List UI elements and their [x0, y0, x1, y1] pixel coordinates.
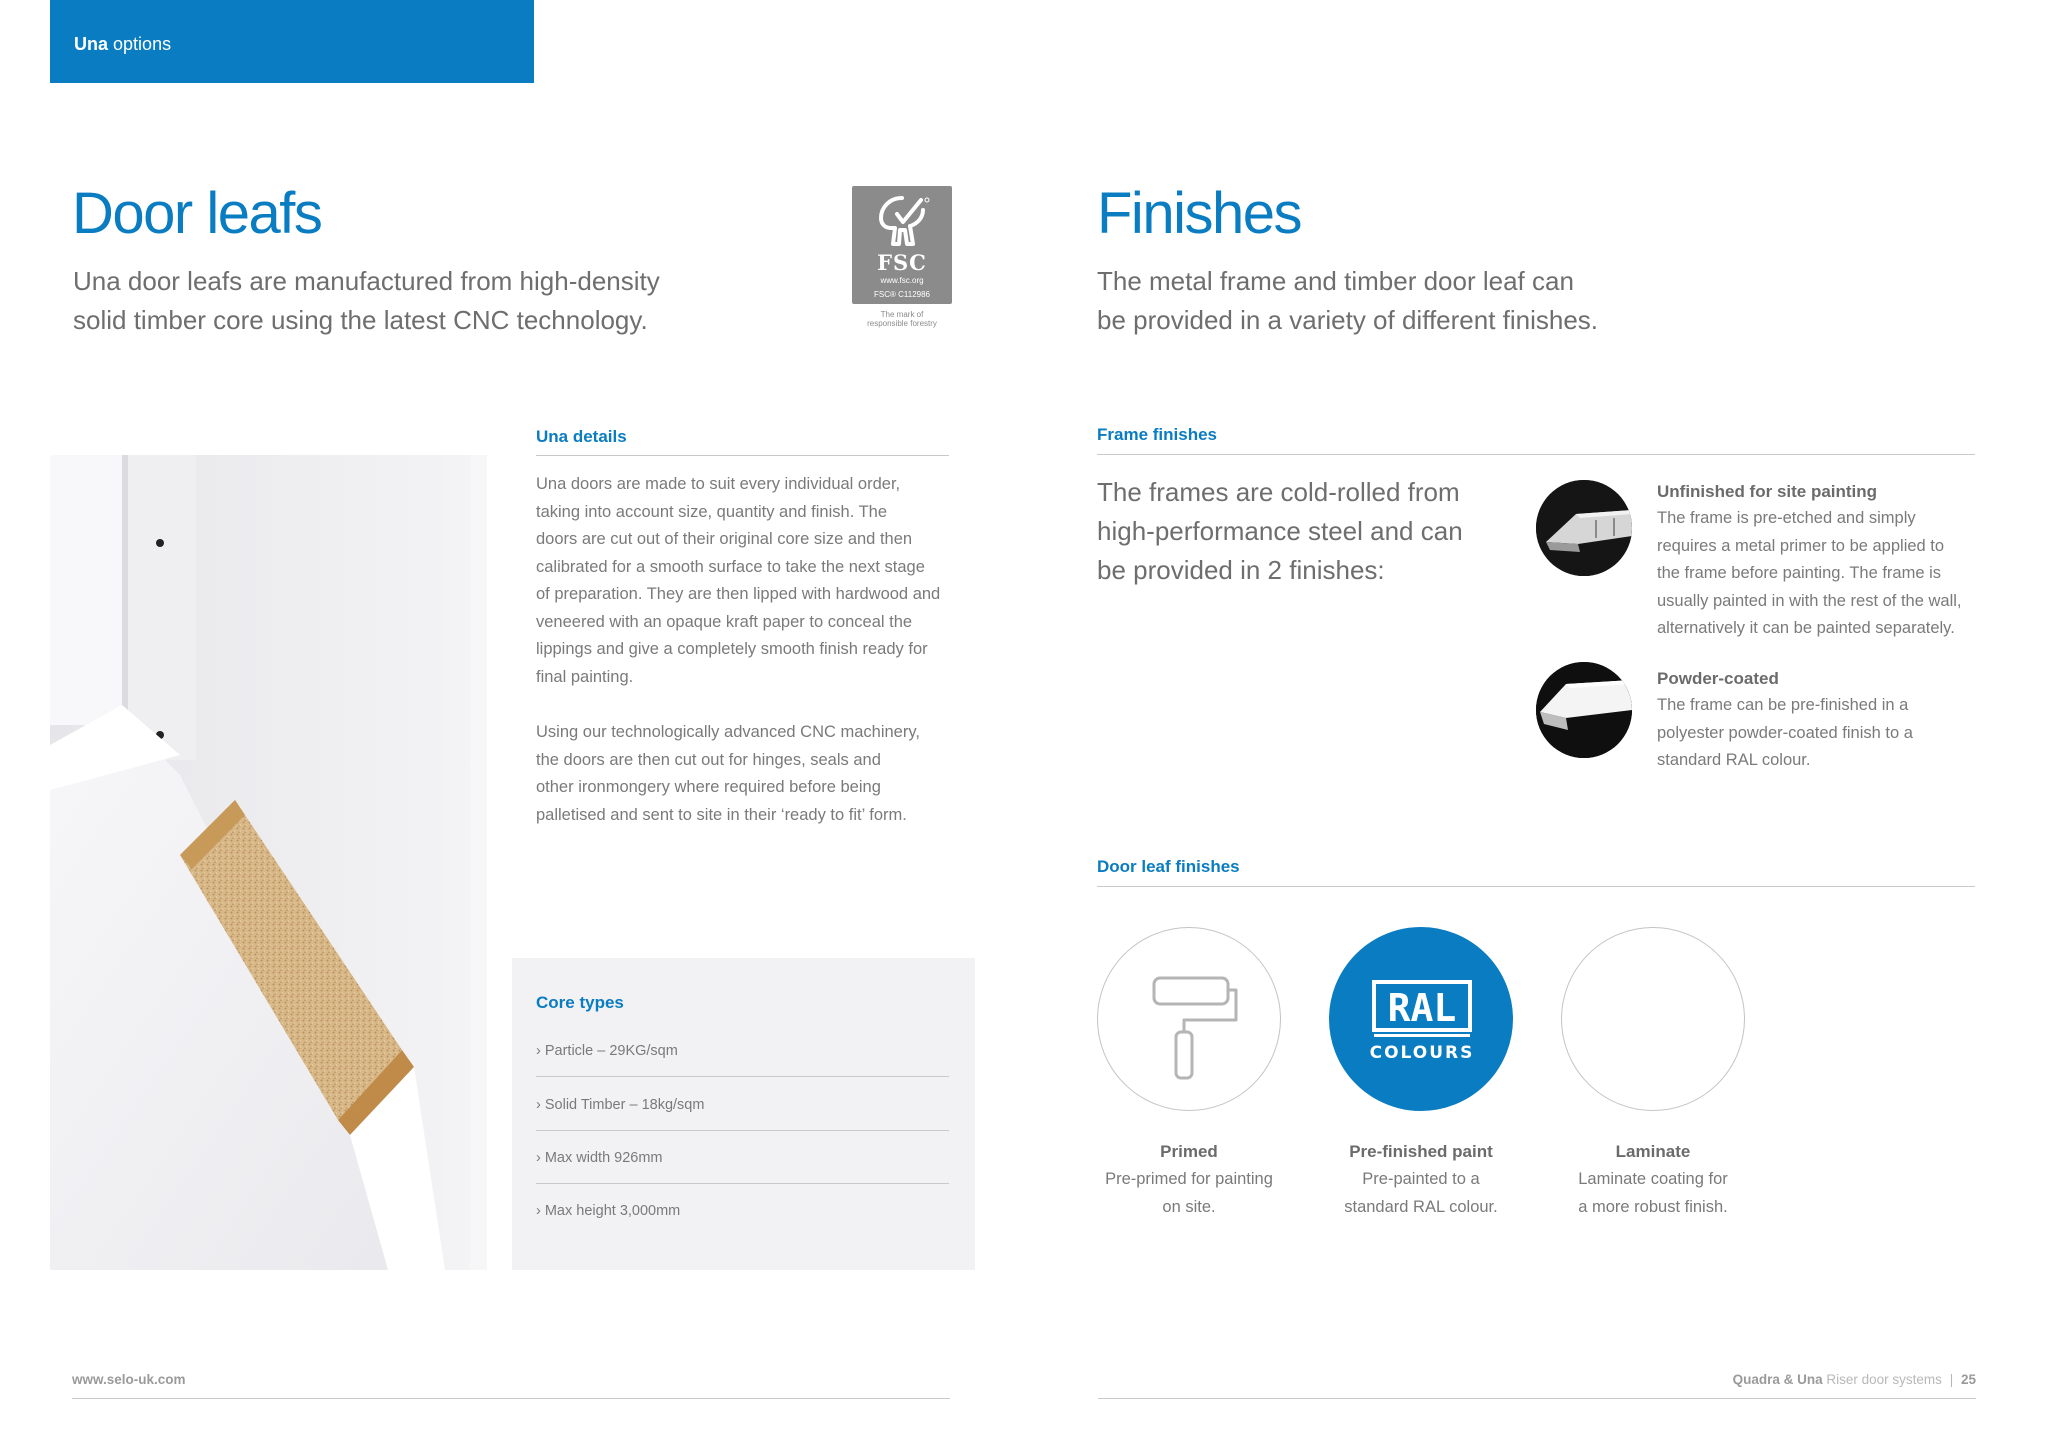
- divider: [1097, 454, 1975, 455]
- laminate-caption: [1538, 1138, 1768, 1221]
- text-line: taking into account size, quantity and finish. The: [536, 502, 887, 521]
- fsc-brand: FSC: [877, 250, 927, 275]
- frame-finishes-lead: [1097, 473, 1487, 590]
- text-line: Laminate coating for: [1578, 1170, 1728, 1188]
- ral-logo-text: RAL: [1387, 986, 1457, 1030]
- text-line: lippings and give a completely smooth finish ready for: [536, 640, 928, 658]
- pre-finished-title: Pre-finished paint: [1349, 1142, 1493, 1161]
- powder-coated-desc: [1657, 692, 1987, 775]
- unfinished-desc: [1657, 505, 1987, 643]
- text-line: Pre-painted to a: [1362, 1170, 1480, 1188]
- footer-subtitle: Riser door systems: [1826, 1372, 1942, 1387]
- una-details-para2: [536, 719, 956, 829]
- frame-finishes-heading: Frame finishes: [1097, 425, 1217, 444]
- door-leafs-title: Door leafs: [72, 181, 322, 246]
- core-type-item: › Solid Timber – 18kg/sqm: [536, 1097, 705, 1113]
- unfinished-title: Unfinished for site painting: [1657, 482, 1878, 501]
- intro-line: The metal frame and timber door leaf can: [1097, 266, 1574, 296]
- intro-line: solid timber core using the latest CNC technology.: [73, 305, 648, 335]
- text-line: standard RAL colour.: [1657, 751, 1811, 769]
- text-line: calibrated for a smooth surface to take the next stage: [536, 557, 925, 576]
- footer-brand: Quadra & Una: [1732, 1372, 1823, 1387]
- text-line: final painting.: [536, 667, 634, 686]
- primed-title: Primed: [1160, 1142, 1218, 1161]
- text-line: The frames are cold-rolled from: [1097, 477, 1460, 507]
- text-line: The frame is pre-etched and simply: [1657, 509, 1916, 527]
- divider: [536, 1183, 949, 1184]
- text-line: be provided in 2 finishes:: [1097, 555, 1385, 585]
- text-line: on site.: [1162, 1197, 1216, 1216]
- frame-profile-image: [1536, 480, 1632, 576]
- divider: [536, 455, 949, 456]
- core-type-item: › Max width 926mm: [536, 1150, 663, 1166]
- door-leaf-finishes-heading: Door leaf finishes: [1097, 857, 1240, 876]
- fsc-mark-line: The mark of: [880, 310, 924, 319]
- text-line: requires a metal primer to be applied to: [1657, 536, 1945, 555]
- text-line: veneered with an opaque kraft paper to conceal the: [536, 612, 913, 631]
- text-line: doors are cut out of their original core size and then: [536, 530, 913, 548]
- core-types-heading: Core types: [536, 993, 624, 1012]
- ral-colours-circle: [1329, 927, 1513, 1111]
- text-line: Using our technologically advanced CNC machinery,: [536, 723, 920, 741]
- text-line: polyester powder-coated finish to a: [1657, 723, 1913, 742]
- text-line: other ironmongery where required before being: [536, 778, 881, 796]
- section-tab-rest: options: [113, 34, 172, 54]
- text-line: usually painted in with the rest of the wall,: [1657, 591, 1962, 610]
- text-line: Una doors are made to suit every individual order,: [536, 475, 901, 493]
- pre-finished-caption: [1306, 1138, 1536, 1221]
- unfinished-frame-swatch: [1536, 480, 1632, 576]
- paint-roller-icon: [1098, 928, 1282, 1112]
- fsc-mark-line: responsible forestry: [867, 319, 937, 328]
- divider: [1097, 886, 1975, 887]
- primed-circle: [1097, 927, 1281, 1111]
- finishes-title: Finishes: [1097, 181, 1301, 246]
- footer-separator: |: [1949, 1372, 1954, 1387]
- primed-caption: [1074, 1138, 1304, 1221]
- section-tab-bold: Una: [74, 34, 109, 54]
- una-details-heading: Una details: [536, 427, 627, 446]
- text-line: Pre-primed for painting: [1105, 1170, 1273, 1188]
- text-line: standard RAL colour.: [1344, 1197, 1498, 1216]
- text-line: palletised and sent to site in their ‘ready to fit’ form.: [536, 805, 907, 824]
- divider: [1098, 1398, 1976, 1399]
- laminate-swatch: [1561, 927, 1745, 1111]
- footer-page-info: [1733, 1372, 1976, 1387]
- text-line: high-performance steel and can: [1097, 516, 1463, 546]
- text-line: a more robust finish.: [1578, 1197, 1728, 1216]
- text-line: The frame can be pre-finished in a: [1657, 696, 1909, 714]
- fsc-badge: [852, 186, 952, 304]
- text-line: alternatively it can be painted separately.: [1657, 619, 1955, 637]
- section-tab: [50, 0, 534, 83]
- fsc-logo: [852, 186, 952, 328]
- laminate-title: Laminate: [1615, 1142, 1691, 1161]
- text-line: the frame before painting. The frame is: [1657, 564, 1942, 582]
- ral-colours-logo: [1330, 928, 1514, 1112]
- frame-profile-image: [1536, 662, 1632, 758]
- intro-line: Una door leafs are manufactured from high-density: [73, 266, 660, 296]
- powder-coated-swatch: [1536, 662, 1632, 758]
- door-leafs-intro: [73, 262, 773, 340]
- finishes-intro: [1097, 262, 1797, 340]
- colours-logo-text: COLOURS: [1369, 1043, 1475, 1063]
- text-line: of preparation. They are then lipped with hardwood and: [536, 585, 941, 603]
- core-type-item: › Particle – 29KG/sqm: [536, 1043, 678, 1059]
- door-illustration: [50, 455, 487, 1270]
- divider: [536, 1130, 949, 1131]
- intro-line: be provided in a variety of different finishes.: [1097, 305, 1599, 335]
- tree-check-icon: [869, 194, 935, 248]
- fsc-license: FSC® C112986: [874, 290, 930, 299]
- una-details-para1: [536, 471, 956, 691]
- divider: [536, 1076, 949, 1077]
- core-types-panel: [512, 958, 975, 1270]
- fsc-mark-text: [852, 310, 952, 328]
- page-number: 25: [1960, 1372, 1976, 1387]
- core-type-item: › Max height 3,000mm: [536, 1203, 681, 1219]
- divider: [72, 1398, 950, 1399]
- door-core-photo: [50, 455, 487, 1270]
- fsc-url: www.fsc.org: [880, 276, 924, 285]
- powder-coated-title: Powder-coated: [1657, 669, 1779, 688]
- footer-website: www.selo-uk.com: [72, 1372, 186, 1387]
- text-line: the doors are then cut out for hinges, seals and: [536, 750, 881, 769]
